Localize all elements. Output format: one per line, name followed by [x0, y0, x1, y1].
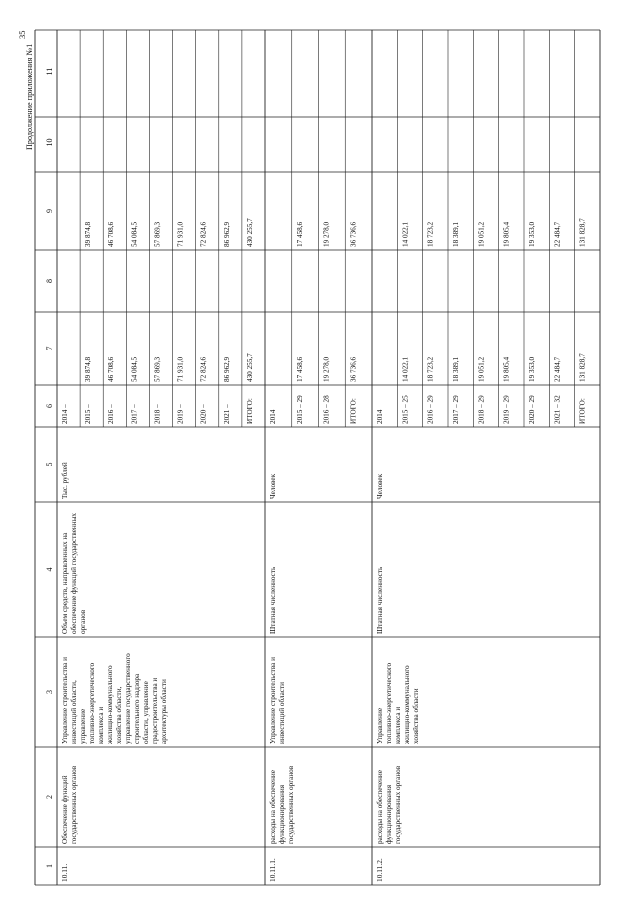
- value-col7: 22 484,7: [553, 356, 562, 382]
- row-name: расходы на обеспечениефункционированиягосударственных органов: [269, 765, 295, 844]
- value-col7: 17 458,6: [295, 356, 304, 382]
- period-cell: 2015 –: [84, 404, 93, 424]
- value-col7: 46 708,6: [107, 356, 116, 382]
- value-col9: 17 458,6: [295, 221, 304, 247]
- row-executor: Управление строительства иинвестиций области,управлениетопливно-энергетическогокомплекса ижилищно-коммунальногохозяйства области,управление государственногостроительного надзораобласти, управлениеградостроительства иархитектуры области: [61, 653, 168, 744]
- value-col9: 86 962,9: [222, 221, 231, 247]
- period-cell: ИТОГО:: [245, 398, 254, 424]
- period-cell: 2018 –: [153, 404, 162, 424]
- value-col9: 46 708,6: [107, 221, 116, 247]
- row-number: 10.11.1.: [268, 858, 277, 882]
- value-col7: 39 874,8: [84, 356, 93, 382]
- column-number-9: 9: [45, 209, 54, 213]
- row-number: 10.11.2.: [375, 858, 384, 882]
- column-number-6: 6: [45, 404, 54, 408]
- value-col7: 71 931,0: [176, 356, 185, 382]
- value-col9: 131 828,7: [578, 218, 587, 247]
- period-cell: ИТОГО:: [349, 398, 358, 424]
- period-cell: 2017 – 29: [452, 395, 460, 424]
- rotated-table-content: [17, 30, 600, 885]
- period-cell: 2016 –: [107, 404, 116, 424]
- value-col7: 19 805,4: [502, 356, 511, 382]
- period-cell: 2016 – 29: [426, 395, 435, 424]
- period-cell: 2019 –: [176, 404, 185, 424]
- value-col9: 19 805,4: [502, 221, 511, 247]
- value-col7: 18 389,1: [452, 356, 460, 382]
- value-col7: 18 723,2: [426, 356, 435, 382]
- value-col7: 54 084,5: [130, 356, 139, 382]
- value-col7: 430 255,7: [245, 353, 254, 382]
- period-cell: 2015 – 29: [295, 395, 304, 424]
- value-col7: 19 051,2: [477, 356, 486, 382]
- value-col7: 19 353,0: [528, 356, 536, 382]
- value-col9: 19 278,0: [322, 221, 331, 247]
- row-executor: Управление строительства иинвестиций области: [269, 657, 286, 744]
- row-indicator: Объем средств, направленных наобеспечение функций государственныхорганов: [61, 512, 87, 634]
- value-col9: 19 353,0: [528, 221, 536, 247]
- period-cell: 2014: [269, 409, 277, 424]
- period-cell: 2016 – 28: [322, 395, 331, 424]
- column-number-5: 5: [45, 462, 54, 467]
- value-col9: 71 931,0: [176, 221, 185, 247]
- period-cell: 2020 –: [199, 404, 208, 424]
- column-number-3: 3: [45, 690, 54, 694]
- value-col7: 86 962,9: [222, 356, 231, 382]
- value-col9: 39 874,8: [84, 221, 93, 247]
- row-name: расходы на обеспечениефункционированиягосударственных органов: [376, 765, 402, 844]
- period-cell: 2021 –: [222, 404, 231, 424]
- column-number-8: 8: [45, 279, 54, 283]
- period-cell: 2020 – 29: [528, 395, 536, 424]
- row-name: Обеспечение функцийгосударственных органов: [61, 765, 78, 844]
- value-col7: 72 824,6: [199, 356, 208, 382]
- value-col7: 57 869,3: [153, 356, 162, 382]
- period-cell: 2017 –: [130, 404, 139, 424]
- value-col7: 14 022,1: [401, 356, 410, 382]
- value-col9: 54 084,5: [130, 221, 139, 247]
- period-cell: 2014 –: [61, 404, 69, 424]
- period-cell: 2015 – 25: [401, 395, 410, 424]
- value-col9: 72 824,6: [199, 221, 208, 247]
- value-col9: 36 736,6: [349, 221, 358, 247]
- page-number: 35: [17, 30, 27, 39]
- value-col7: 36 736,6: [349, 356, 358, 382]
- row-unit: Тыс. рублей: [61, 462, 69, 499]
- value-col9: 22 484,7: [553, 221, 562, 247]
- column-number-11: 11: [45, 67, 54, 76]
- row-indicator: Штатная численность: [269, 566, 277, 634]
- column-number-2: 2: [45, 795, 54, 799]
- value-col9: 430 255,7: [245, 218, 254, 247]
- column-number-1: 1: [45, 864, 54, 868]
- row-indicator: Штатная численность: [376, 566, 384, 634]
- value-col7: 131 828,7: [578, 353, 587, 382]
- column-number-10: 10: [45, 138, 54, 147]
- continuation-note: Продолжение приложения №1: [25, 43, 34, 150]
- column-number-4: 4: [45, 567, 54, 572]
- value-col9: 57 869,3: [153, 221, 162, 247]
- row-unit: Человек: [269, 473, 277, 499]
- row-number: 10.11.: [60, 863, 69, 882]
- value-col9: 19 051,2: [477, 221, 486, 247]
- column-number-7: 7: [45, 346, 54, 351]
- period-cell: 2021 – 32: [553, 395, 562, 424]
- period-cell: 2019 – 29: [502, 395, 511, 424]
- row-executor: Управлениетопливно-энергетическогокомплекса ижилищно-коммунальногохозяйства области: [376, 662, 420, 744]
- row-unit: Человек: [376, 473, 384, 499]
- value-col7: 19 278,0: [322, 356, 331, 382]
- value-col9: 18 723,2: [426, 221, 435, 247]
- period-cell: ИТОГО:: [578, 398, 587, 424]
- value-col9: 18 389,1: [452, 221, 460, 247]
- period-cell: 2014: [376, 409, 384, 424]
- value-col9: 14 022,1: [401, 221, 410, 247]
- period-cell: 2018 – 29: [477, 395, 486, 424]
